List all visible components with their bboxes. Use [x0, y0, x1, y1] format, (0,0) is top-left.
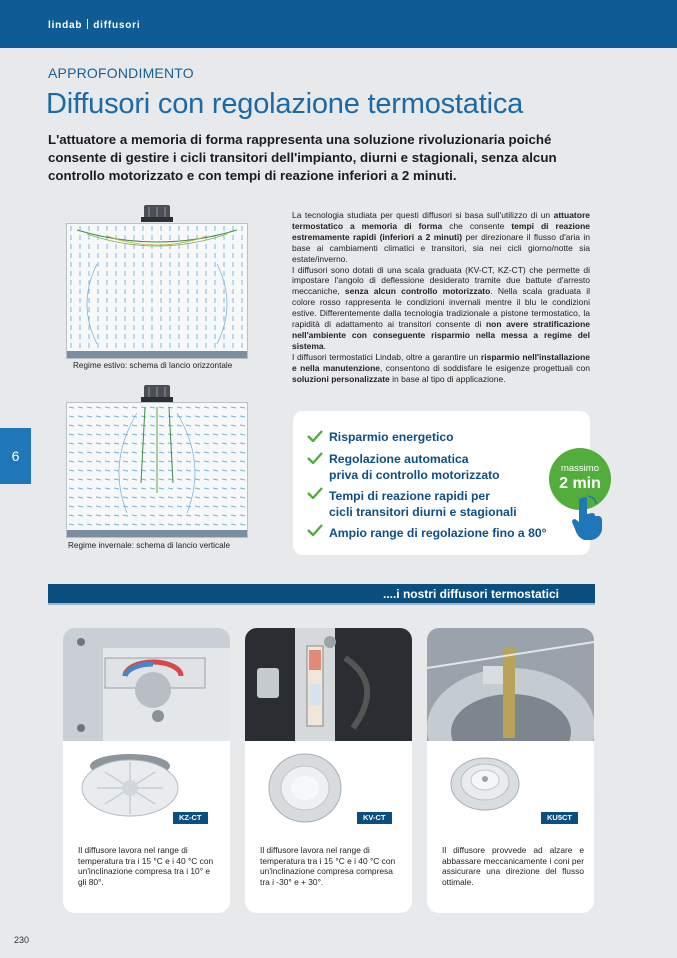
- kv-ct-description: Il diffusore lavora nel range di temperatura tra i 15 °C e i 40 °C con un'inclinazione compresa compresa tra i -30° e + 30°.: [260, 845, 396, 887]
- body-p1d: tempi di reazione estremamente rapidi (inferiori a 2 minuti): [292, 220, 590, 242]
- body-p2e: .: [323, 340, 327, 351]
- banner-underline: [48, 603, 595, 605]
- body-p3b: risparmio nell'installazione e nella manutenzione: [292, 351, 591, 373]
- winter-airflow-diagram: [66, 402, 248, 538]
- body-p3a: I diffusori termostatici Lindab, oltre a garantire un: [292, 351, 481, 362]
- body-p2c: . Nella scala graduata il colore rosso rappresenta le condizioni invernali mentre il blu le condizioni estive. Differentemente dalla tecnologia tradizionale a pistone termostatico, la rapidità di adattamento ai transitori consente di: [292, 286, 590, 330]
- page-title: Diffusori con regolazione termostatica: [46, 88, 524, 120]
- ku5ct-product-image: [439, 748, 549, 823]
- check-icon: [307, 524, 323, 536]
- check-icon: [307, 430, 323, 442]
- body-text: [292, 210, 590, 385]
- feature-2: [329, 451, 500, 483]
- winter-vector-field: [67, 403, 247, 537]
- features-box: [293, 411, 590, 555]
- banner-title: ....i nostri diffusori termostatici: [382, 587, 559, 601]
- ku5ct-detail-photo: [427, 628, 594, 741]
- section-banner: [48, 584, 595, 603]
- kz-ct-description: Il diffusore lavora nel range di temperatura tra i 15 °C e i 40 °C con un'inclinazione compresa tra i 10° e gli 80°.: [78, 845, 214, 887]
- check-icon: [307, 452, 323, 464]
- kz-ct-product-image: [75, 748, 185, 823]
- body-p1c: che consente: [442, 220, 512, 231]
- body-p2d: non avere stratificazione nell'ambiente con conseguente risparmio nella messa a regime del sistema: [292, 319, 591, 351]
- brand-separator: [87, 19, 88, 29]
- body-p1a: La tecnologia studiata per questi diffusori si basa sull'utilizzo di un: [292, 210, 554, 220]
- winter-caption: Regime invernale: schema di lancio verticale: [68, 541, 231, 550]
- badge-value: 2 min: [559, 475, 601, 492]
- kz-ct-code-tag: KZ-CT: [173, 812, 208, 824]
- ku5ct-code-tag: KU5CT: [541, 812, 578, 824]
- section-name: diffusori: [93, 20, 141, 31]
- header-brand: [48, 19, 140, 31]
- chapter-number: 6: [11, 448, 20, 464]
- summer-caption: Regime estivo: schema di lancio orizzontale: [73, 361, 233, 370]
- feature-1: [329, 429, 454, 445]
- product-card-kv-ct: [245, 628, 412, 913]
- ku5ct-description: Il diffusore provvede ad alzare e abbassare meccanicamente i coni per assicurare una direzione del flusso ottimale.: [442, 845, 584, 887]
- body-p1e: per direzionare il flusso d'aria in base ai cambiamenti climatici e transitori, sia nei cicli giorno/notte sia estate/inverno.: [292, 231, 590, 264]
- body-p3c: , consentono di soddisfare le esigenze progettuali con: [380, 362, 591, 373]
- chapter-tab: [0, 428, 31, 484]
- feature-4: [329, 525, 547, 541]
- body-p2a: I diffusori sono dotati di una scala graduata (KV-CT, KZ-CT) che permette di impostare l'angolo di deflessione desiderato tramite due battute d'arresto meccaniche,: [292, 264, 590, 297]
- product-card-kz-ct: [63, 628, 230, 913]
- page-number: 230: [14, 935, 30, 945]
- summer-diffuser-icon: [140, 203, 174, 223]
- feature-3-line-2: cicli transitori diurni e stagionali: [329, 505, 517, 519]
- header-bar: [0, 0, 677, 48]
- summer-airflow-diagram: [66, 223, 248, 359]
- kv-ct-code-tag: KV-CT: [357, 812, 392, 824]
- summer-vector-field: [67, 224, 247, 358]
- body-p3d: soluzioni personalizzate: [292, 373, 390, 384]
- brand-name: lindab: [48, 20, 83, 31]
- kv-ct-detail-photo: [245, 628, 412, 741]
- product-card-ku5ct: [427, 628, 594, 913]
- winter-diffuser-icon: [140, 383, 174, 403]
- body-p3e: in base al tipo di applicazione.: [389, 373, 506, 384]
- feature-3-line-1: Tempi di reazione rapidi per: [329, 489, 490, 503]
- check-icon: [307, 487, 323, 499]
- body-p2b: senza alcun controllo motorizzato: [344, 286, 491, 297]
- body-p1b: attuatore termostatico a memoria di forma: [292, 210, 590, 231]
- kicker: APPROFONDIMENTO: [48, 65, 194, 81]
- feature-1-line-1: Risparmio energetico: [329, 430, 454, 444]
- feature-2-line-1: Regolazione automatica: [329, 452, 469, 466]
- feature-3: [329, 488, 517, 520]
- lead-paragraph: L'attuatore a memoria di forma rappresenta una soluzione rivoluzionaria poiché consente di gestire i cicli transitori dell'impianto, diurni e stagionali, senza alcun controllo motorizzato e con tempi di reazione inferiori a 2 minuti.: [48, 132, 557, 183]
- hand-pointer-icon: [566, 494, 606, 542]
- feature-4-line-1: Ampio range di regolazione fino a 80°: [329, 526, 547, 540]
- kz-ct-detail-photo: [63, 628, 230, 741]
- badge-label: massimo: [560, 463, 599, 474]
- feature-2-line-2: priva di controllo motorizzato: [329, 468, 500, 482]
